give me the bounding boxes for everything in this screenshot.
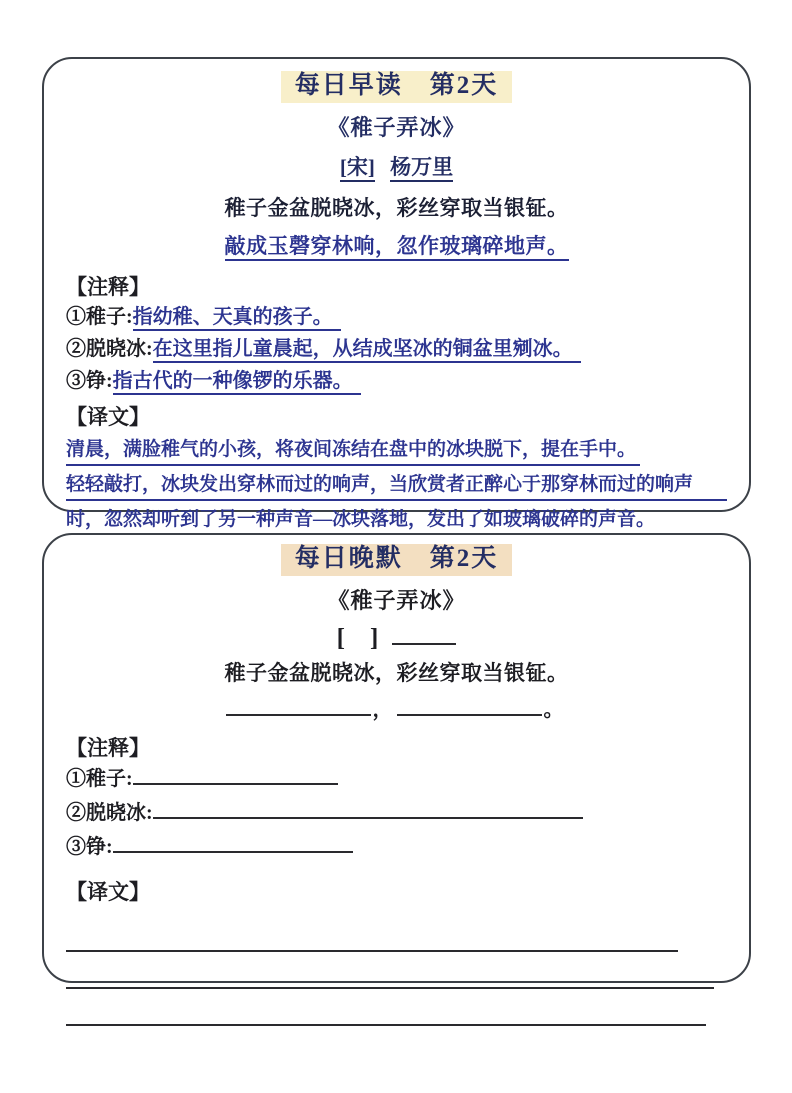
author-blank-line: [392, 617, 456, 645]
translation-blank-line-1: [66, 950, 678, 952]
note-blank-line: [133, 762, 338, 785]
note-item-3: [66, 365, 727, 397]
note-definition: 指幼稚、天真的孩子。: [133, 306, 341, 331]
poem-fill-blank-1: [226, 693, 371, 716]
author-fill-row: [66, 617, 727, 652]
author-brackets-placeholder: [ ]: [336, 624, 379, 652]
note-term: ②脱晓冰:: [66, 338, 153, 360]
translation-line-1: 清晨，满脸稚气的小孩，将夜间冻结在盘中的冰块脱下，提在手中。: [66, 438, 640, 466]
translation-header: 【译文】: [66, 405, 150, 429]
poem-title: 《稚子弄冰》: [327, 588, 466, 613]
note-fill-item-2: [66, 796, 727, 830]
poem-line-1: 稚子金盆脱晓冰，彩丝穿取当银钲。: [224, 661, 569, 685]
notes-header: 【注释】: [66, 275, 150, 299]
poem-author-line: [66, 151, 727, 181]
note-blank-line: [153, 796, 583, 819]
poem-line-1: 稚子金盆脱晓冰，彩丝穿取当银钲。: [224, 196, 569, 220]
poem-title: 《稚子弄冰》: [327, 115, 466, 140]
evening-recitation-card: [42, 533, 751, 983]
note-item-1: [66, 301, 727, 333]
poem-line-2: 敲成玉磬穿林响，忽作玻璃碎地声。: [66, 230, 727, 260]
note-term: ①稚子:: [66, 768, 133, 790]
author-name: 杨万里: [390, 155, 453, 182]
translation-line-3: 时，忽然却听到了另一种声音—冰块落地，发出了如玻璃破碎的声音。: [66, 508, 727, 536]
note-blank-line: [113, 830, 353, 853]
poem-fill-blank-2: [397, 693, 542, 716]
note-definition: 在这里指儿童晨起，从结成坚冰的铜盆里剜冰。: [153, 338, 581, 363]
notes-header: 【注释】: [66, 736, 150, 760]
morning-reading-card: [42, 57, 751, 530]
translation-blank-line-3: [66, 1024, 706, 1026]
evening-badge: 每日晚默 第2天: [281, 544, 513, 576]
note-term: ②脱晓冰:: [66, 802, 153, 824]
note-term: ③铮:: [66, 836, 113, 858]
translation-line-2: 轻轻敲打，冰块发出穿林而过的响声，当欣赏者正醉心于那穿林而过的响声: [66, 473, 727, 501]
note-fill-item-3: [66, 830, 727, 864]
fill-period: 。: [543, 699, 564, 721]
morning-badge: 每日早读 第2天: [281, 71, 513, 103]
author-dynasty: [宋]: [340, 155, 375, 182]
poem-line-2-fill-row: [66, 693, 727, 720]
fill-comma: ，: [372, 699, 393, 721]
note-term: ③铮:: [66, 370, 113, 392]
note-definition: 指古代的一种像锣的乐器。: [113, 370, 361, 395]
note-term: ①稚子:: [66, 306, 133, 328]
note-fill-item-1: [66, 762, 727, 796]
note-item-2: [66, 333, 727, 365]
translation-blank-line-2: [66, 987, 714, 989]
translation-header: 【译文】: [66, 880, 150, 904]
